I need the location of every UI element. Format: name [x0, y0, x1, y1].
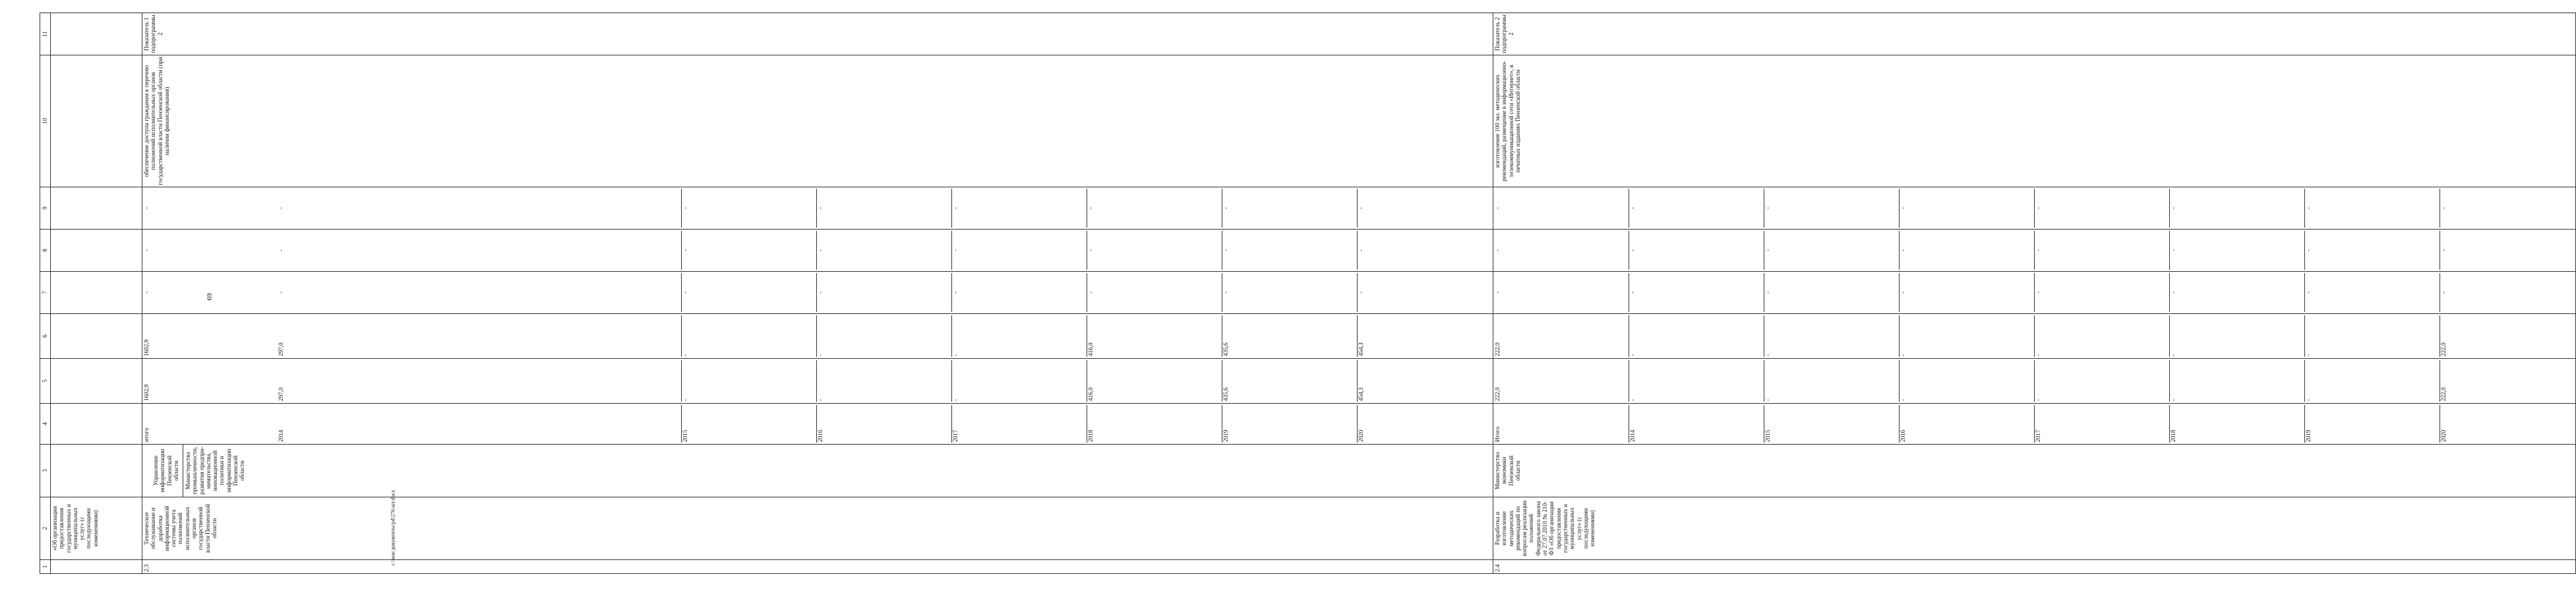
col9-values [142, 187, 1493, 230]
value: - [2305, 315, 2440, 357]
value: - [2170, 231, 2305, 270]
value: - [1087, 189, 1222, 228]
year-label: 2014 [1629, 405, 1764, 443]
year-label: 2015 [1764, 405, 1900, 443]
value: - [1764, 315, 1900, 357]
value: - [1764, 360, 1900, 402]
value: - [1900, 360, 2035, 402]
value: - [2440, 189, 2575, 228]
value: - [2035, 189, 2170, 228]
value: 1602,9 [143, 339, 150, 356]
value: - [952, 273, 1087, 312]
year-label: 2016 [1900, 405, 2035, 443]
year-label: 2017 [952, 405, 1087, 443]
value: - [2440, 273, 2575, 312]
value: - [1222, 273, 1358, 312]
header-cell: 11 [40, 13, 51, 55]
col8-values [1493, 230, 2576, 272]
row-number: 2.4 [1493, 560, 2576, 574]
value: - [1764, 273, 1900, 312]
value: - [2305, 273, 2440, 312]
value: - [2170, 273, 2305, 312]
continuation-text: «Об организации предоставления государственных и муниципальных услуг» (с последующими изменениями) [51, 497, 142, 560]
col5-values [142, 359, 1493, 404]
value: - [1358, 273, 1493, 312]
header-cell: 8 [40, 230, 51, 272]
value: 416,0 [1087, 360, 1222, 402]
activity-name: Разработка и изготовление методических рекомендаций по вопросам реализации положений Федерального закона от 27.07.2010 № 210-ФЗ «Об организации предоставления государственных и муниципальных услуг» (с последующими изменениями) [1493, 497, 2576, 560]
header-cell: 6 [40, 314, 51, 359]
value: 222,0 [2440, 360, 2575, 402]
header-cell: 7 [40, 272, 51, 314]
value: - [278, 291, 284, 294]
value: - [1494, 249, 1501, 252]
value: - [952, 189, 1087, 228]
table-row-2-3 [142, 13, 1493, 574]
value: - [1764, 189, 1900, 228]
value: 222,0 [1494, 387, 1501, 401]
value: - [682, 273, 817, 312]
table-row-2-4 [1493, 13, 2576, 574]
value: - [2035, 360, 2170, 402]
value: 454,3 [1358, 360, 1493, 402]
value: - [2035, 273, 2170, 312]
value: - [817, 231, 952, 270]
year-label: 2019 [1222, 405, 1358, 443]
year-label: итого [143, 427, 150, 442]
value: - [1222, 231, 1358, 270]
value: - [1629, 360, 1764, 402]
col9-values [1493, 187, 2576, 230]
value: - [817, 315, 952, 357]
value: 222,0 [1494, 342, 1501, 356]
value: - [682, 360, 817, 402]
value: - [2170, 360, 2305, 402]
value: 435,6 [1222, 360, 1358, 402]
value: - [1222, 189, 1358, 228]
value: - [1358, 231, 1493, 270]
value: - [1358, 189, 1493, 228]
col6-values [142, 314, 1493, 359]
rotated-table-container [40, 13, 2447, 574]
value: - [2035, 315, 2170, 357]
value: - [1629, 231, 1764, 270]
value: - [1087, 231, 1222, 270]
file-path-footer: c:\мои документы\pd\276-шт.docx [390, 489, 396, 566]
value: 297,0 [278, 387, 284, 401]
col7-values [1493, 272, 2576, 314]
value: - [2170, 315, 2305, 357]
year-label: 2017 [2035, 405, 2170, 443]
value: - [952, 315, 1087, 357]
value: - [1900, 273, 2035, 312]
expected-result: изготовление 100 экз. методических рекомендаций, размещение в информационно-телекоммуникационной сети «Интернет», в печатных изданиях Пензенской области [1493, 55, 2576, 187]
value: - [143, 206, 150, 210]
program-table [40, 13, 2576, 574]
col8-values [142, 230, 1493, 272]
header-cell: 10 [40, 55, 51, 187]
page-number: 69 [206, 293, 214, 301]
value: - [1629, 273, 1764, 312]
value: - [817, 273, 952, 312]
row-number: 2.3 [142, 560, 1493, 574]
indicator: Показатель 1 подпрограммы 2 [142, 13, 1493, 55]
indicator: Показатель 2 подпрограммы 2 [1493, 13, 2576, 55]
value: 416,0 [1087, 315, 1222, 357]
value: - [143, 291, 150, 294]
header-cell: 1 [40, 560, 51, 574]
header-cell: 5 [40, 359, 51, 404]
expected-result: обеспечение доступа гражданам к перечню полномочий исполнительных органов государственной власти Пензенской области (при наличии финансирования) [142, 55, 1493, 187]
value: - [817, 189, 952, 228]
value: - [952, 231, 1087, 270]
year-label: 2020 [2440, 405, 2575, 443]
value: - [2305, 360, 2440, 402]
value: 454,3 [1358, 315, 1493, 357]
table-row-continuation [51, 13, 142, 574]
year-label: 2018 [2170, 405, 2305, 443]
value: - [2440, 231, 2575, 270]
executors [142, 445, 1493, 497]
value: - [952, 360, 1087, 402]
value: - [2305, 231, 2440, 270]
year-label: Итого [1494, 426, 1501, 442]
value: 435,6 [1222, 315, 1358, 357]
executor-2: Министерство промышленности, развития предпри-нимательства, инновационной политики и информатизации Пензенской области [185, 447, 246, 495]
header-cell: 9 [40, 187, 51, 230]
activity-name: Техническое обслуживание и доработка информационной системы учета полномочий исполнительных органов государственной власти Пензенской области [142, 497, 1493, 560]
year-label: 2018 [1087, 405, 1222, 443]
value: - [1629, 189, 1764, 228]
value: - [682, 231, 817, 270]
value: - [2305, 189, 2440, 228]
value: - [682, 189, 817, 228]
col6-values [1493, 314, 2576, 359]
value: - [143, 249, 150, 252]
value: - [1900, 189, 2035, 228]
col5-values [1493, 359, 2576, 404]
value: - [278, 206, 284, 210]
value: - [1764, 231, 1900, 270]
value: 297,0 [278, 342, 284, 356]
executor: Министерство экономики Пензенской области [1493, 445, 2576, 497]
value: 222,0 [2440, 315, 2575, 357]
year-label: 2020 [1358, 405, 1493, 443]
value: - [278, 249, 284, 252]
value: - [1494, 291, 1501, 294]
header-cell: 3 [40, 445, 51, 497]
value: - [2170, 189, 2305, 228]
value: - [817, 360, 952, 402]
col7-values [142, 272, 1493, 314]
value: - [682, 315, 817, 357]
executor-1: Управление информатизации Пензенской области [152, 449, 179, 493]
header-cell: 4 [40, 404, 51, 445]
header-cell: 2 [40, 497, 51, 560]
year-label: 2016 [817, 405, 952, 443]
header-row [40, 13, 51, 574]
value: - [1900, 231, 2035, 270]
year-label: 2019 [2305, 405, 2440, 443]
year-label: 2015 [682, 405, 817, 443]
value: - [1900, 315, 2035, 357]
value: - [1494, 206, 1501, 210]
years-cell [1493, 404, 2576, 445]
value: - [2035, 231, 2170, 270]
value: 1602,9 [143, 384, 150, 401]
year-label: 2014 [278, 429, 284, 442]
years-cell [142, 404, 1493, 445]
value: - [1087, 273, 1222, 312]
value: - [1629, 315, 1764, 357]
